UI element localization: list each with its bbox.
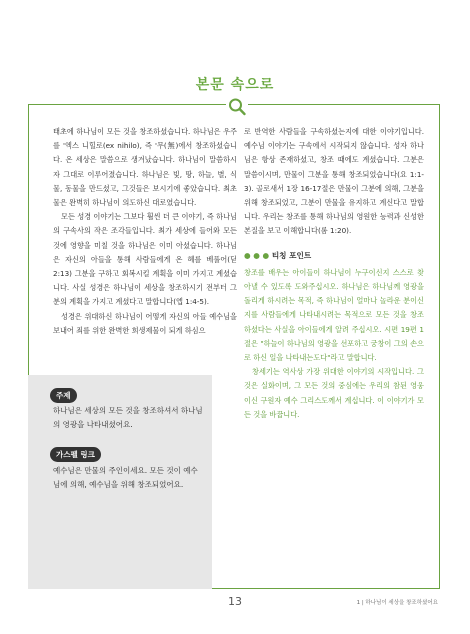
teaching-heading-label: 티칭 포인트 (271, 250, 312, 260)
teaching-heading (244, 249, 424, 263)
section-title: 본문 속으로 (195, 77, 275, 93)
page-number: 13 (228, 595, 242, 608)
paragraph: 태초에 하나님이 모든 것을 창조하셨습니다. 하나님은 우주를 '엑스 니힐로(ex nihilo), 즉 '무(無)에서 창조하셨습니다. 온 세상은 말씀으로 생겨났습니다. 하나님이 말씀하시자 그대로 이루어졌습니다. 하나님은 빛, 땅, 하늘, 별, 식물, 동물을 만드셨고, 그것들은 보시기에 좋았습니다. 최초물은 완벽히 하나님이 의도하신 대로였습니다. (53, 127, 237, 208)
paragraph: 로 반역한 사람들을 구속하셨는지에 대한 이야기입니다. 예수님 이야기는 구속에서 시작되지 않습니다. 성자 하나님은 항상 존재하셨고, 창조 때에도 계셨습니다. 그분은 말씀이시며, 만물이 그분을 통해 창조되었습니다(요 1:1-3). 골로새서 1장 16-17절은 만물이 그분에 의해, 그분을 위해 창조되었고, 그분이 만물을 유지하고 계신다고 말합니다. 우리는 창조를 통해 하나님의 영원한 능력과 신성한 본질을 보고 이해합니다(롬 1:20). (244, 127, 424, 236)
teaching-point: 창조를 배우는 아이들이 하나님이 누구이신지 스스로 찾아낼 수 있도록 도와주십시오. 하나님은 하나님께 영광을 돌리게 하시려는 목적, 즉 하나님이 얼마나 놀라운 분이신지를 사람들에게 나타내시려는 목적으로 모든 것을 창조하셨다는 사실을 아이들에게 알려 주십시오. 시편 19편 1절은 "하늘이 하나님의 영광을 선포하고 궁창이 그의 손으로 하신 일을 나타내는도다"라고 말합니다. (244, 267, 424, 363)
theme-text: 하나님은 세상의 모든 것을 창조하셔서 하나님의 영광을 나타내셨어요. (53, 406, 203, 429)
theme-label: 주제 (50, 388, 77, 403)
teaching-points (244, 266, 424, 422)
running-footer: 1 | 하나님이 세상을 창조하셨어요 (356, 600, 438, 606)
gospel-link-label: 가스펠 링크 (50, 447, 101, 462)
body-text-left (53, 125, 237, 338)
gospel-link-text: 예수님은 만물의 주인이세요. 모든 것이 예수님에 의해, 예수님을 위해 창조되었어요. (53, 466, 198, 489)
paragraph: 성경은 위대하신 하나님이 어떻게 자신의 아들 예수님을 보내어 죄를 위한 완벽한 희생제물이 되게 하심으 (53, 311, 237, 335)
magnifier-icon (226, 96, 248, 118)
paragraph: 모든 성경 이야기는 그보다 훨씬 더 큰 이야기, 즉 하나님의 구속사의 작은 조각들입니다. 최가 세상에 들어와 모든 것에 영향을 미칠 것을 하나님은 이미 아셨습니다. 하나님은 자신의 아들을 통해 사람들에게 온 혜를 베풀어(딛 2:13) 그분을 구하고 회복시킬 계획을 이미 가지고 계셨습니다. 사실 성경은 하나님이 세상을 창조하시기 전부터 그분의 계획을 가지고 계셨다고 말합니다(엡 1:4-5). (53, 212, 237, 307)
teaching-point: 창세기는 역사상 가장 위대한 이야기의 시작입니다. 그것은 실화이며, 그 모든 것의 중심에는 우리의 참된 영웅이신 구원자 예수 그리스도께서 계십니다. 이 이야기가 모든 것을 바꿉니다. (244, 367, 424, 419)
bullet-dots-icon: ● ● ● (244, 250, 270, 260)
body-text-right (244, 125, 424, 422)
